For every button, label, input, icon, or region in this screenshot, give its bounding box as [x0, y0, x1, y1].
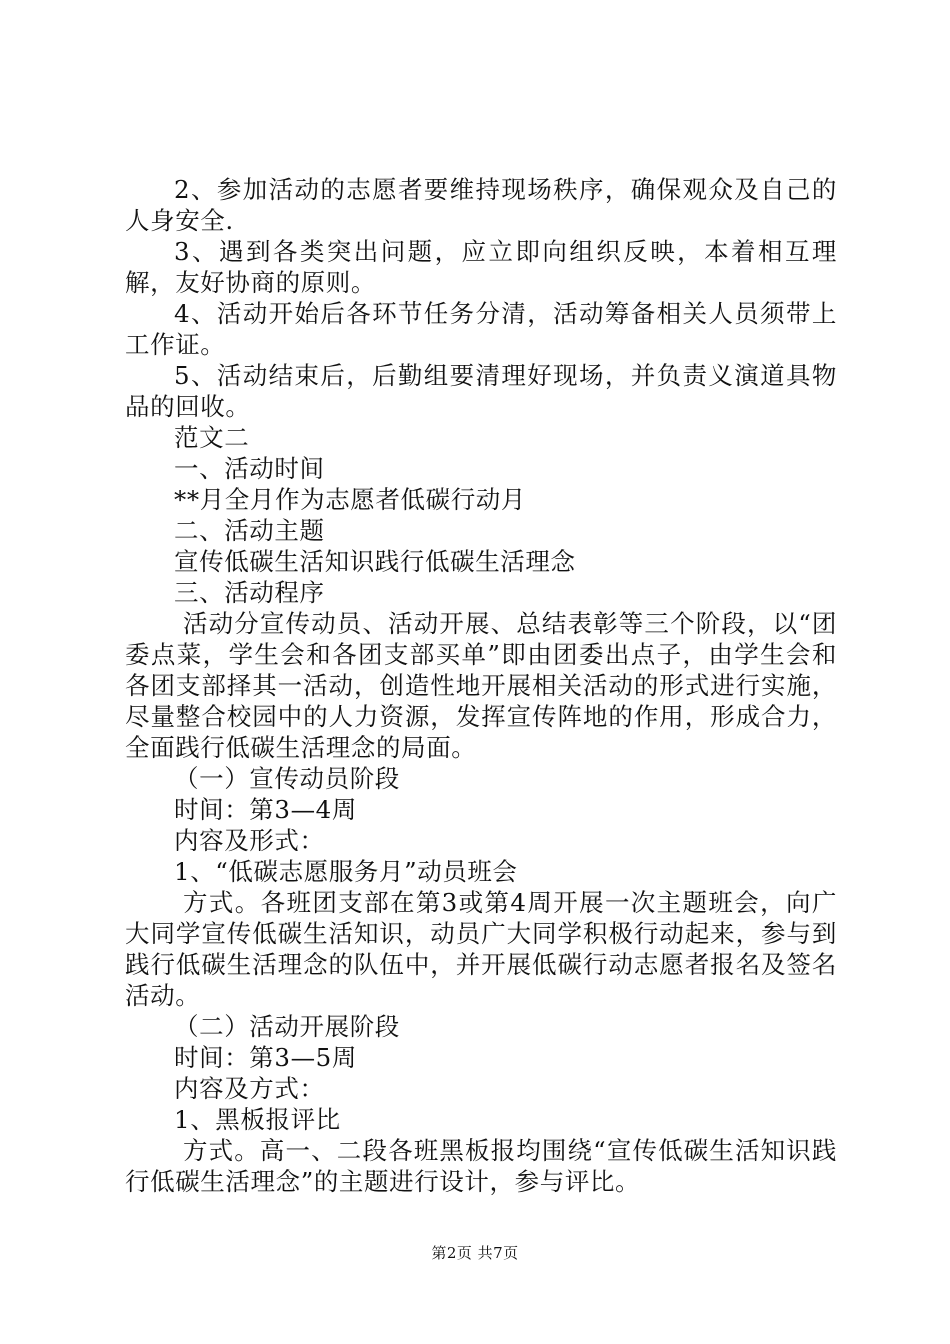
- paragraph: 2、参加活动的志愿者要维持现场秩序，确保观众及自己的人身安全.: [125, 175, 837, 235]
- subsection-heading: （一）宣传动员阶段: [174, 764, 400, 793]
- paragraph: 活动分宣传动员、活动开展、总结表彰等三个阶段，以“团委点菜，学生会和各团支部买单”即由团委出点子，由学生会和各团支部择其一活动，创造性地开展相关活动的形式进行实施，尽量整合校园中的人力资源，发挥宣传阵地的作用，形成合力，全面践行低碳生活理念的局面。: [125, 609, 837, 762]
- section-heading: 二、活动主题: [174, 516, 325, 545]
- paragraph: 4、活动开始后各环节任务分清，活动筹备相关人员须带上工作证。: [125, 299, 837, 359]
- paragraph: 3、遇到各类突出问题，应立即向组织反映，本着相互理解，友好协商的原则。: [125, 237, 837, 297]
- paragraph: 时间：第3—4周: [174, 795, 357, 824]
- paragraph: 5、活动结束后，后勤组要清理好现场，并负责义演道具物品的回收。: [125, 361, 837, 421]
- paragraph: **月全月作为志愿者低碳行动月: [174, 485, 526, 514]
- section-heading: 范文二: [174, 423, 250, 452]
- subsection-heading: （二）活动开展阶段: [174, 1012, 400, 1041]
- paragraph: 1、黑板报评比: [174, 1105, 341, 1134]
- section-heading: 一、活动时间: [174, 454, 325, 483]
- page-footer: 第2页 共7页: [431, 1244, 519, 1262]
- document-body: [125, 174, 837, 1197]
- paragraph: 方式。各班团支部在第3或第4周开展一次主题班会，向广大同学宣传低碳生活知识，动员广大同学积极行动起来，参与到践行低碳生活理念的队伍中，并开展低碳行动志愿者报名及签名活动。: [125, 888, 837, 1010]
- paragraph: 内容及方式：: [174, 1074, 325, 1103]
- paragraph: 内容及形式：: [174, 826, 325, 855]
- paragraph: 1、“低碳志愿服务月”动员班会: [174, 857, 518, 886]
- paragraph: 宣传低碳生活知识践行低碳生活理念: [174, 547, 576, 576]
- paragraph: 时间：第3—5周: [174, 1043, 357, 1072]
- paragraph: 方式。高一、二段各班黑板报均围绕“宣传低碳生活知识践行低碳生活理念”的主题进行设计，参与评比。: [125, 1136, 837, 1196]
- section-heading: 三、活动程序: [174, 578, 325, 607]
